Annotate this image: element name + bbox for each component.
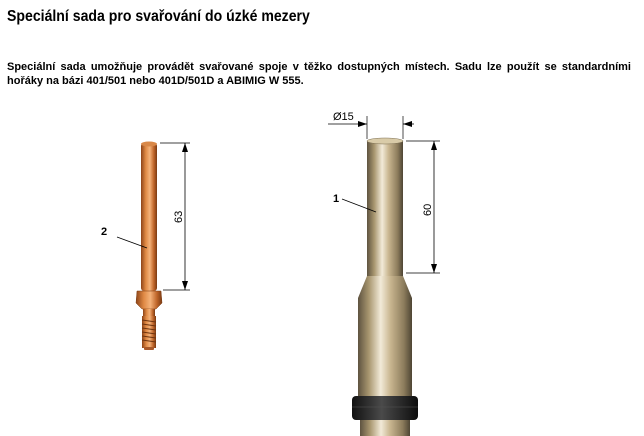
dimension-63 (160, 143, 190, 290)
callout-2 (101, 226, 147, 248)
dimension-label-diameter: Ø15 (333, 111, 354, 123)
dimension-label-63: 63 (173, 210, 185, 223)
dimension-60 (406, 141, 440, 273)
page-description: Speciální sada umožňuje provádět svařované spoje v těžko dostupných místech. Sadu lze použít se standardními hořáky na bázi 401/501 nebo 401D/501D a ABIMIG W 555. (7, 61, 631, 87)
gas-nozzle (352, 138, 418, 436)
page-title: Speciální sada pro svařování do úzké mezery (7, 8, 310, 25)
callout-label-2: 2 (101, 226, 108, 238)
contact-tip-thread (142, 316, 156, 350)
dimension-diameter-15 (328, 111, 414, 139)
dimension-label-60: 60 (422, 203, 434, 216)
nozzle-insulator-ring (352, 396, 418, 420)
callout-label-1: 1 (333, 193, 340, 205)
